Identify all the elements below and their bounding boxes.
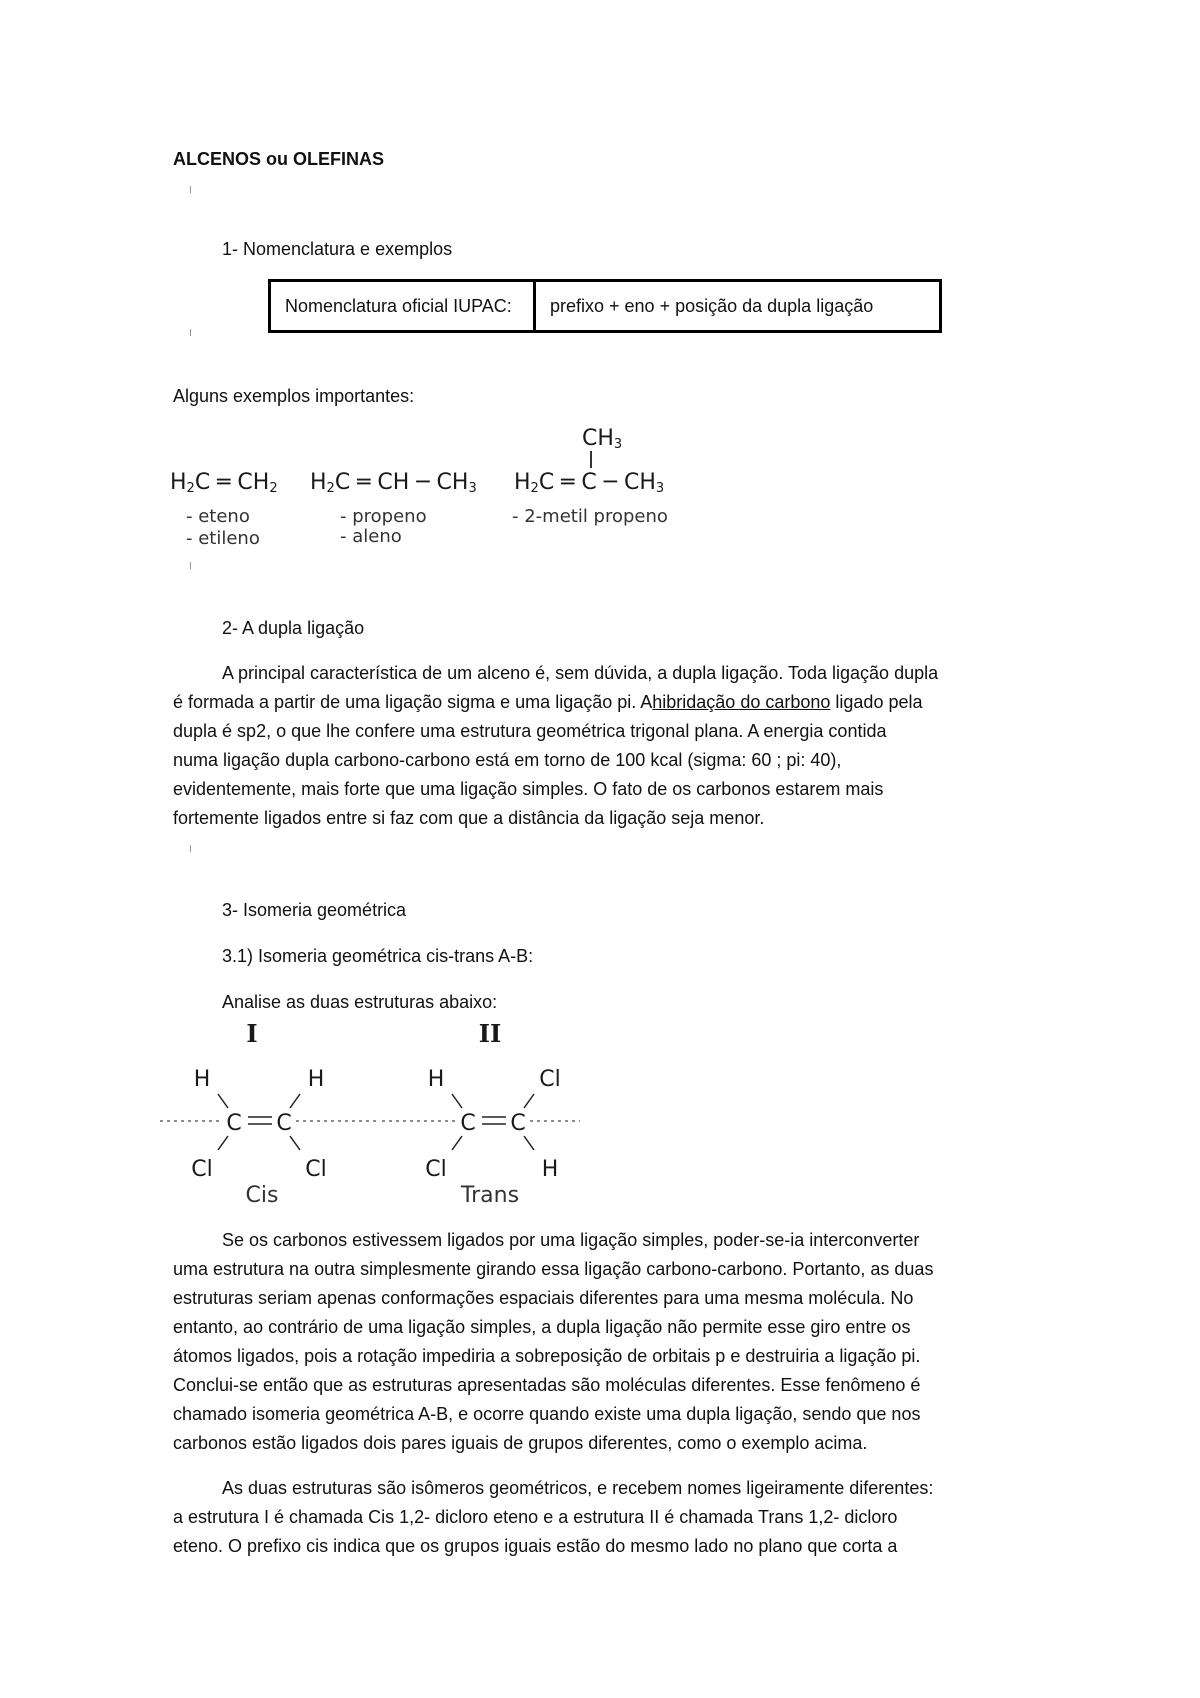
bond xyxy=(452,1094,462,1108)
bond xyxy=(524,1136,534,1150)
paragraph-line: Conclui-se então que as estruturas apresentadas são moléculas diferentes. Esse fenômeno é xyxy=(173,1375,921,1395)
section-2-heading: 2- A dupla ligação xyxy=(222,618,365,638)
paragraph-line: chamado isomeria geométrica A-B, e ocorre quando existe uma dupla ligação, sendo que nos xyxy=(173,1404,921,1424)
propene-name-2: - aleno xyxy=(340,526,402,547)
section-3-subheading: 3.1) Isomeria geométrica cis-trans A-B: xyxy=(222,946,534,966)
structure-II-top-right: Cl xyxy=(539,1067,561,1092)
paragraph-line xyxy=(173,688,938,717)
examples-label: Alguns exemplos importantes: xyxy=(173,386,415,406)
structure-II-caption: Trans xyxy=(460,1183,520,1208)
propene-formula: $H_2C$ ═ CH ─ $CH_3$ xyxy=(310,470,477,496)
section-3-paragraph-2 xyxy=(173,1474,933,1561)
structure-I-top-right: H xyxy=(307,1067,325,1092)
propene-name-1: - propeno xyxy=(340,506,427,527)
ethene-name-2: - etileno xyxy=(186,528,260,549)
paragraph-line: carbonos estão ligados dois pares iguais de grupos diferentes, como o exemplo acima. xyxy=(173,1433,868,1453)
bond xyxy=(218,1136,228,1150)
ethene-name-1: - eteno xyxy=(186,506,250,527)
structure-II-numeral: II xyxy=(478,1019,502,1048)
structure-I-bottom-left: Cl xyxy=(191,1157,213,1182)
methylpropene-name: - 2-metil propeno xyxy=(512,506,668,527)
paragraph-line: eteno. O prefixo cis indica que os grupos iguais estão do mesmo lado no plano que corta a xyxy=(173,1536,898,1556)
paragraph-mark xyxy=(190,845,191,852)
paragraph-line: numa ligação dupla carbono-carbono está em torno de 100 kcal (sigma: 60 ; pi: 40), xyxy=(173,750,842,770)
line-text: é formada a partir de uma ligação sigma e uma ligação pi. A xyxy=(173,692,653,712)
paragraph-mark xyxy=(190,329,191,336)
methylpropene-top-group: $CH_3$ xyxy=(582,426,623,452)
section-1-heading: 1- Nomenclatura e exemplos xyxy=(222,239,453,259)
paragraph-line: uma estrutura na outra simplesmente girando essa ligação carbono-carbono. Portanto, as duas xyxy=(173,1259,934,1279)
line-text: ligado pela xyxy=(830,692,923,712)
structure-II-carbon-2: C xyxy=(510,1111,526,1136)
iupac-table-label: Nomenclatura oficial IUPAC: xyxy=(270,281,535,332)
structure-I-caption: Cis xyxy=(245,1183,279,1208)
structure-I-numeral: I xyxy=(246,1019,258,1048)
paragraph-mark xyxy=(190,186,191,193)
bond xyxy=(218,1094,228,1108)
bond xyxy=(290,1136,300,1150)
paragraph-line: entanto, ao contrário de uma ligação simples, a dupla ligação não permite esse giro entre os xyxy=(173,1317,911,1337)
bond xyxy=(290,1094,300,1108)
bond xyxy=(452,1136,462,1150)
structure-II-top-left: H xyxy=(427,1067,445,1092)
structure-II-bottom-left: Cl xyxy=(425,1157,447,1182)
iupac-table-rule: prefixo + eno + posição da dupla ligação xyxy=(535,281,941,332)
paragraph-line: As duas estruturas são isômeros geométricos, e recebem nomes ligeiramente diferentes: xyxy=(222,1478,934,1498)
section-3-heading: 3- Isomeria geométrica xyxy=(222,900,407,920)
paragraph-mark xyxy=(190,562,191,569)
iupac-table xyxy=(268,279,942,333)
structures-intro: Analise as duas estruturas abaixo: xyxy=(222,992,498,1012)
structure-I-top-left: H xyxy=(193,1067,211,1092)
ethene-formula: $H_2C$ ═ $CH_2$ xyxy=(170,470,278,496)
section-3-paragraph-1 xyxy=(173,1226,933,1458)
methylpropene-formula: $H_2C$ ═ C ─ $CH_3$ xyxy=(514,470,665,496)
structure-I-carbon-1: C xyxy=(226,1111,242,1136)
paragraph-line: A principal característica de um alceno é, sem dúvida, a dupla ligação. Toda ligação dupla xyxy=(222,663,939,683)
bond xyxy=(524,1094,534,1108)
paragraph-line: Se os carbonos estivessem ligados por uma ligação simples, poder-se-ia interconverter xyxy=(222,1230,920,1250)
structure-I-bottom-right: Cl xyxy=(305,1157,327,1182)
section-2-paragraph xyxy=(173,659,938,833)
structure-I-carbon-2: C xyxy=(276,1111,292,1136)
paragraph-line: evidentemente, mais forte que uma ligação simples. O fato de os carbonos estarem mais xyxy=(173,779,884,799)
paragraph-line: fortemente ligados entre si faz com que a distância da ligação seja menor. xyxy=(173,808,765,828)
structure-II-carbon-1: C xyxy=(460,1111,476,1136)
document-title: ALCENOS ou OLEFINAS xyxy=(173,149,384,169)
structure-II-bottom-right: H xyxy=(541,1157,559,1182)
underlined-term: hibridação do carbono xyxy=(652,692,831,712)
paragraph-line: átomos ligados, pois a rotação impediria a sobreposição de orbitais p e destruiria a ligação pi. xyxy=(173,1346,921,1366)
methylpropene-vertical-bond xyxy=(590,451,592,468)
cis-trans-structures xyxy=(160,1020,590,1220)
paragraph-line: a estrutura I é chamada Cis 1,2- dicloro eteno e a estrutura II é chamada Trans 1,2- dicloro xyxy=(173,1507,898,1527)
paragraph-line: dupla é sp2, o que lhe confere uma estrutura geométrica trigonal plana. A energia contida xyxy=(173,721,887,741)
paragraph-line: estruturas seriam apenas conformações espaciais diferentes para uma mesma molécula. No xyxy=(173,1288,914,1308)
